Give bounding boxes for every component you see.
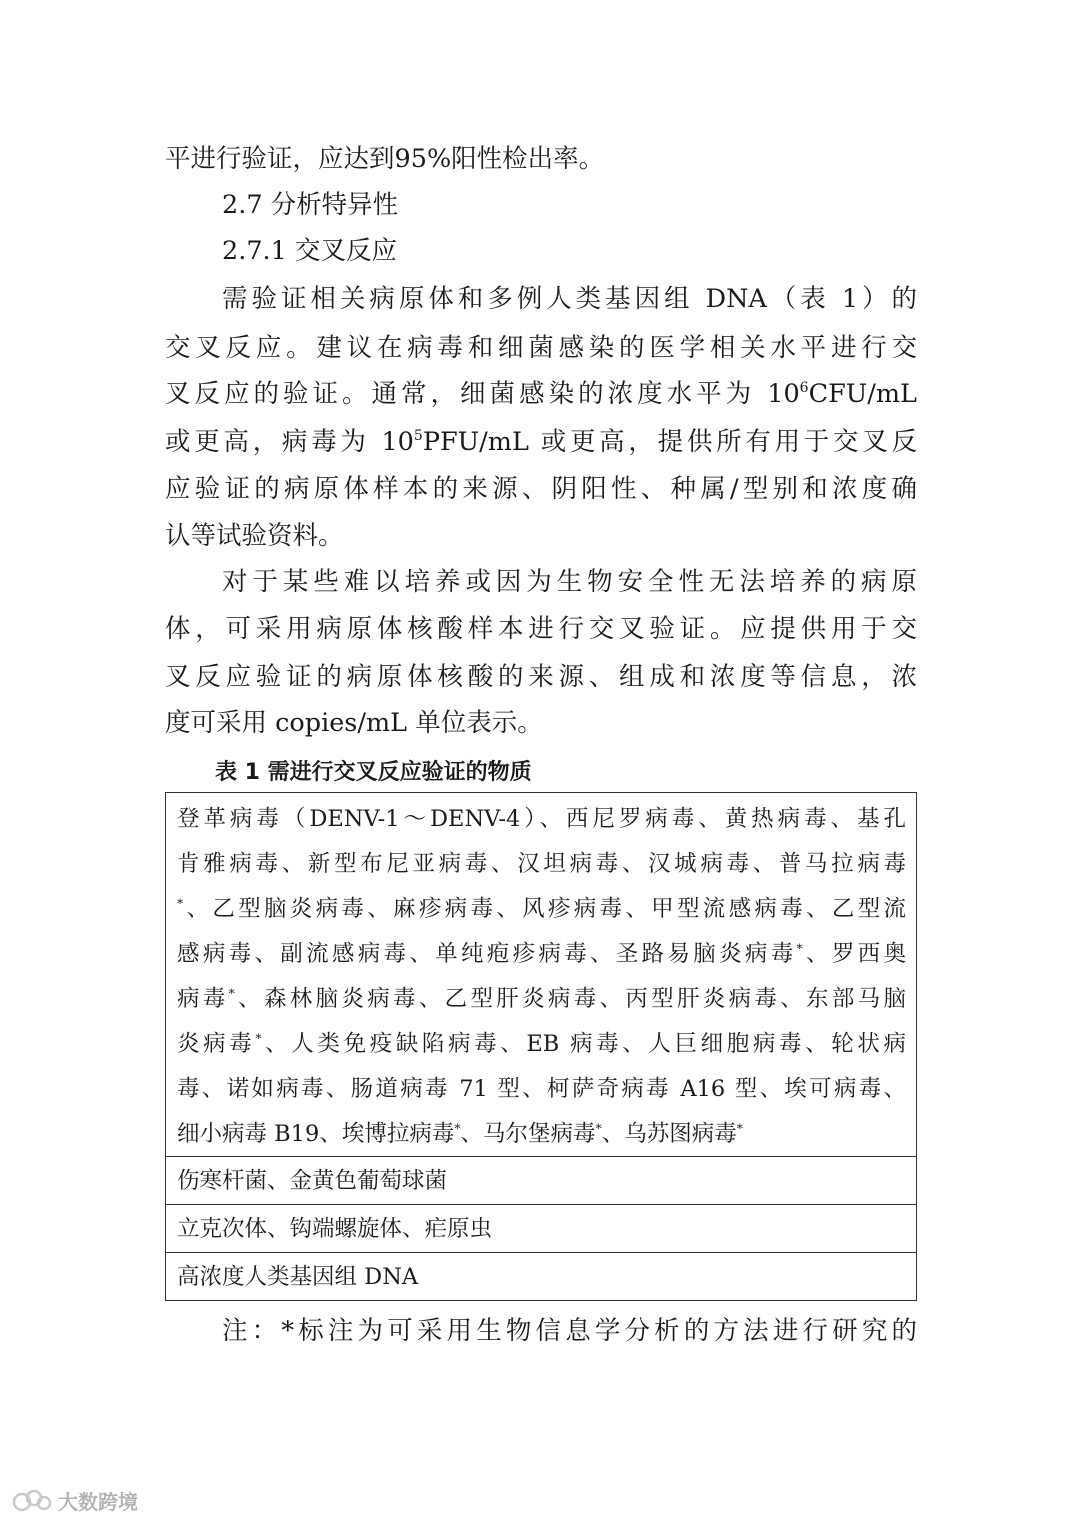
table-caption: 表 1 需进行交叉反应验证的物质 bbox=[215, 760, 532, 785]
table-cell-line: 登革病毒（DENV-1～DENV-4）、西尼罗病毒、黄热病毒、基孔 bbox=[177, 806, 906, 832]
table-cell-line: 毒、诺如病毒、肠道病毒 71 型、柯萨奇病毒 A16 型、埃可病毒、 bbox=[177, 1076, 906, 1102]
paragraph-line: 认等试验资料。 bbox=[165, 521, 344, 551]
paragraph-line: 叉反应验证的病原体核酸的来源、组成和浓度等信息，浓 bbox=[165, 662, 917, 692]
watermark-text: 大数跨境 bbox=[58, 1489, 138, 1514]
paragraph-line: 体，可采用病原体核酸样本进行交叉验证。应提供用于交 bbox=[165, 614, 917, 644]
paragraph-line: 对于某些难以培养或因为生物安全性无法培养的病原 bbox=[222, 567, 917, 597]
table-row-bacteria bbox=[166, 1156, 916, 1204]
paragraph-line: 需验证相关病原体和多例人类基因组 DNA（表 1）的 bbox=[222, 284, 917, 314]
table-cell: 立克次体、钩端螺旋体、疟原虫 bbox=[177, 1216, 493, 1242]
table-cell: 高浓度人类基因组 DNA bbox=[177, 1264, 419, 1290]
watermark-icon bbox=[12, 1485, 52, 1515]
table-cell-line: 炎病毒*、人类免疫缺陷病毒、EB 病毒、人巨细胞病毒、轮状病 bbox=[177, 1031, 906, 1057]
table-cell-line: 肯雅病毒、新型布尼亚病毒、汉坦病毒、汉城病毒、普马拉病毒 bbox=[177, 851, 906, 877]
table-row-viruses bbox=[166, 793, 916, 1156]
table-cell: 伤寒杆菌、金黄色葡萄球菌 bbox=[177, 1168, 448, 1194]
watermark-logo bbox=[12, 1480, 138, 1520]
section-heading-2-7-1: 2.7.1 交叉反应 bbox=[222, 236, 397, 266]
paragraph-line: 或更高，病毒为 $10^5PFU/mL$ 或更高，提供所有用于交叉反 bbox=[165, 427, 917, 457]
section-heading-2-7: 2.7 分析特异性 bbox=[222, 190, 399, 220]
paragraph-line: 叉反应的验证。通常，细菌感染的浓度水平为 $10^6CFU/mL$ bbox=[165, 379, 917, 409]
table-cell-line: 感病毒、副流感病毒、单纯疱疹病毒、圣路易脑炎病毒*、罗西奥 bbox=[177, 941, 906, 967]
table-cell-line: *、乙型脑炎病毒、麻疹病毒、风疹病毒、甲型流感病毒、乙型流 bbox=[177, 896, 906, 922]
table-cell-line: 病毒*、森林脑炎病毒、乙型肝炎病毒、丙型肝炎病毒、东部马脑 bbox=[177, 986, 906, 1012]
table-cell-line: 细小病毒 B19、埃博拉病毒*、马尔堡病毒*、乌苏图病毒* bbox=[177, 1121, 743, 1147]
paragraph-line: 度可采用 copies/mL 单位表示。 bbox=[165, 708, 543, 738]
paragraph-line: 应验证的病原体样本的来源、阴阳性、种属/型别和浓度确 bbox=[165, 474, 917, 504]
table-note: 注：*标注为可采用生物信息学分析的方法进行研究的 bbox=[222, 1316, 917, 1346]
paragraph-line: 平进行验证，应达到95%阳性检出率。 bbox=[165, 144, 605, 174]
substances-table bbox=[165, 792, 917, 1301]
table-row-human-dna bbox=[166, 1252, 916, 1300]
table-row-other-pathogens bbox=[166, 1204, 916, 1252]
paragraph-line: 交叉反应。建议在病毒和细菌感染的医学相关水平进行交 bbox=[165, 333, 917, 363]
